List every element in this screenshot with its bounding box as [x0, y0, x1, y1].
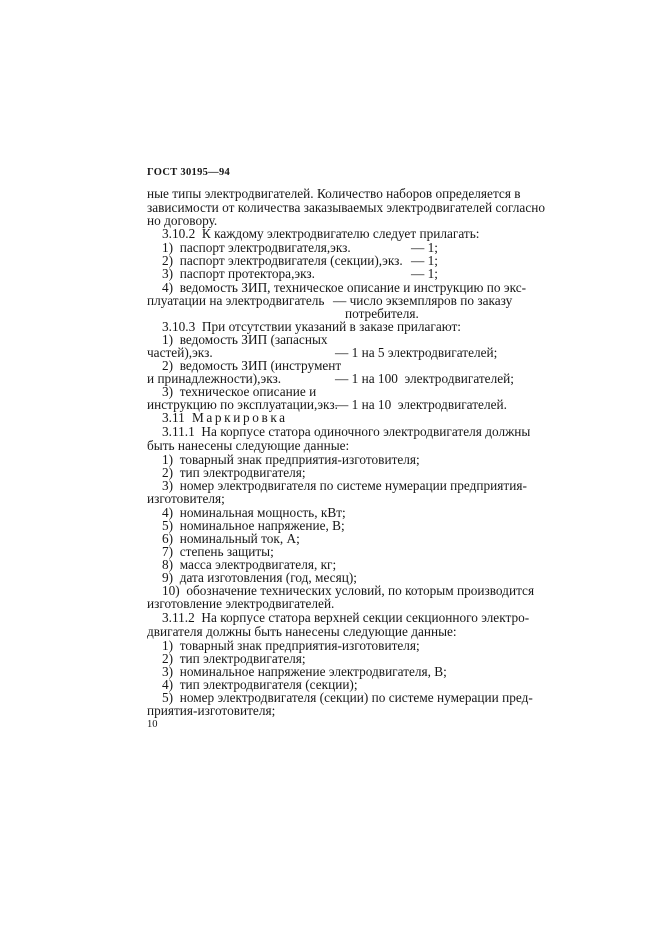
- list-item: 2) паспорт электродвигателя (секции),экз.: [162, 253, 403, 268]
- list-item: 5) номер электродвигателя (секции) по системе нумерации пред-: [162, 690, 533, 705]
- list-item: 4) ведомость ЗИП, техническое описание и инструкцию по экс-: [162, 280, 527, 295]
- text-line: и принадлежности),экз.: [147, 371, 282, 386]
- section-3-11-2: 3.11.2 На корпусе статора верхней секции секционного электро-: [162, 610, 530, 625]
- list-item: 5) номинальное напряжение, В;: [162, 518, 345, 533]
- list-item: 2) тип электродвигателя;: [162, 651, 306, 666]
- list-item-value: — 1 на 5 электродвигателей;: [335, 345, 498, 360]
- list-item: 3) паспорт протектора,экз.: [162, 266, 315, 281]
- text-line: двигателя должны быть нанесены следующие данные:: [147, 624, 457, 639]
- document-code: ГОСТ 30195—94: [147, 167, 231, 178]
- list-item: 9) дата изготовления (год, месяц);: [162, 570, 357, 585]
- list-item: 2) ведомость ЗИП (инструмент: [162, 358, 342, 373]
- section-3-10-3: 3.10.3 При отсутствии указаний в заказе прилагают:: [162, 319, 461, 334]
- list-item: 2) тип электродвигателя;: [162, 465, 306, 480]
- text-line: ные типы электродвигателей. Количество наборов определяется в: [147, 186, 521, 201]
- text-line: быть нанесены следующие данные:: [147, 438, 350, 453]
- text-line: изготовителя;: [147, 491, 225, 506]
- list-item: 7) степень защиты;: [162, 544, 274, 559]
- list-item-value: — 1;: [411, 240, 438, 255]
- section-3-11-1: 3.11.1 На корпусе статора одиночного электродвигателя должны: [162, 424, 531, 439]
- list-item-value: — 1 на 100 электродвигателей;: [335, 371, 514, 386]
- section-3-10-2: 3.10.2 К каждому электродвигателю следует прилагать:: [162, 226, 480, 241]
- text-line: приятия-изготовителя;: [147, 703, 276, 718]
- list-item: 1) паспорт электродвигателя,экз.: [162, 240, 351, 255]
- list-item: 8) масса электродвигателя, кг;: [162, 557, 337, 572]
- list-item: 3) номер электродвигателя по системе нумерации предприятия-: [162, 478, 527, 493]
- list-item: 4) номинальная мощность, кВт;: [162, 505, 346, 520]
- list-item: 1) товарный знак предприятия-изготовителя;: [162, 452, 420, 467]
- list-item-value: потребителя.: [345, 306, 419, 321]
- text-line: изготовление электродвигателей.: [147, 596, 335, 611]
- list-item: 3) номинальное напряжение электродвигателя, В;: [162, 664, 447, 679]
- list-item-value: — 1;: [411, 253, 438, 268]
- page-number: 10: [147, 719, 158, 730]
- list-item-value: — 1 на 10 электродвигателей.: [335, 397, 507, 412]
- list-item: 4) тип электродвигателя (секции);: [162, 677, 358, 692]
- section-3-11-number: 3.11: [162, 410, 185, 425]
- text-line: инструкцию по эксплуатации,экз.: [147, 397, 338, 412]
- list-item: 6) номинальный ток, А;: [162, 531, 300, 546]
- text-line: зависимости от количества заказываемых электродвигателей согласно: [147, 200, 545, 215]
- list-item-value: — число экземпляров по заказу: [333, 293, 513, 308]
- text-line: частей),экз.: [147, 345, 213, 360]
- text-line: плуатации на электродвигатель: [147, 293, 325, 308]
- list-item: 1) товарный знак предприятия-изготовителя;: [162, 638, 420, 653]
- list-item: 3) техническое описание и: [162, 384, 317, 399]
- list-item-value: — 1;: [411, 266, 438, 281]
- list-item: 10) обозначение технических условий, по которым производится: [162, 583, 535, 598]
- text-line: но договору.: [147, 213, 218, 228]
- list-item: 1) ведомость ЗИП (запасных: [162, 332, 328, 347]
- section-3-11-title: Маркировка: [192, 410, 288, 425]
